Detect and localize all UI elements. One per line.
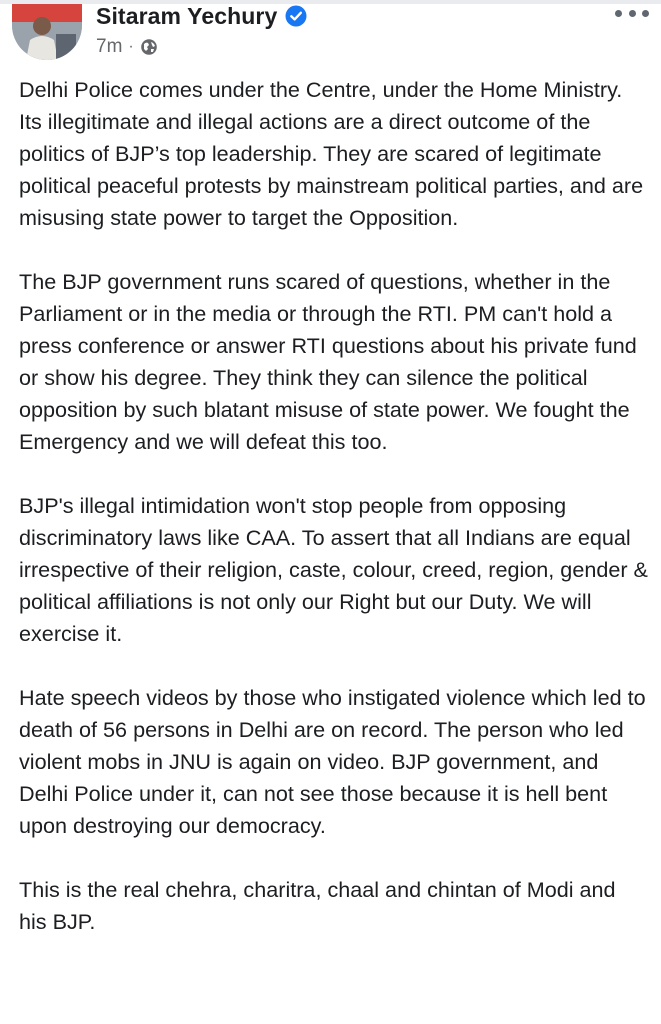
avatar[interactable]: [12, 4, 82, 60]
globe-icon[interactable]: [140, 38, 158, 56]
post-paragraph: Delhi Police comes under the Centre, under the Home Ministry. Its illegitimate and illegal actions are a direct outcome of the politics of BJP’s top leadership. They are scared of legitimate political peaceful protests by mainstream political parties, and are misusing state power to target the Opposition.: [19, 77, 644, 230]
post-timestamp[interactable]: 7m: [96, 36, 123, 57]
post-paragraph: Hate speech videos by those who instigated violence which led to death of 56 persons in Delhi are on record. The person who led violent mobs in JNU is again on video. BJP government, and Delhi Police under it, can not see those because it is hell bent upon destroying our democracy.: [19, 685, 646, 838]
more-options-icon[interactable]: [615, 8, 649, 18]
verified-badge-icon: [285, 5, 307, 27]
post-paragraph: BJP's illegal intimidation won't stop people from opposing discriminatory laws like CAA. To assert that all Indians are equal irrespective of their religion, caste, colour, creed, region, gender & political affiliations is not only our Right but our Duty. We will exercise it.: [19, 493, 648, 646]
post-body: [19, 74, 649, 938]
post-paragraph: This is the real chehra, charitra, chaal and chintan of Modi and his BJP.: [19, 877, 616, 934]
post-meta: [96, 34, 158, 60]
author-row: [96, 2, 307, 30]
author-name[interactable]: Sitaram Yechury: [96, 2, 278, 29]
meta-separator: ·: [128, 38, 134, 55]
post-paragraph: The BJP government runs scared of questions, whether in the Parliament or in the media or through the RTI. PM can't hold a press conference or answer RTI questions about his private fund or show his degree. They think they can silence the political opposition by such blatant misuse of state power. We fought the Emergency and we will defeat this too.: [19, 269, 637, 454]
